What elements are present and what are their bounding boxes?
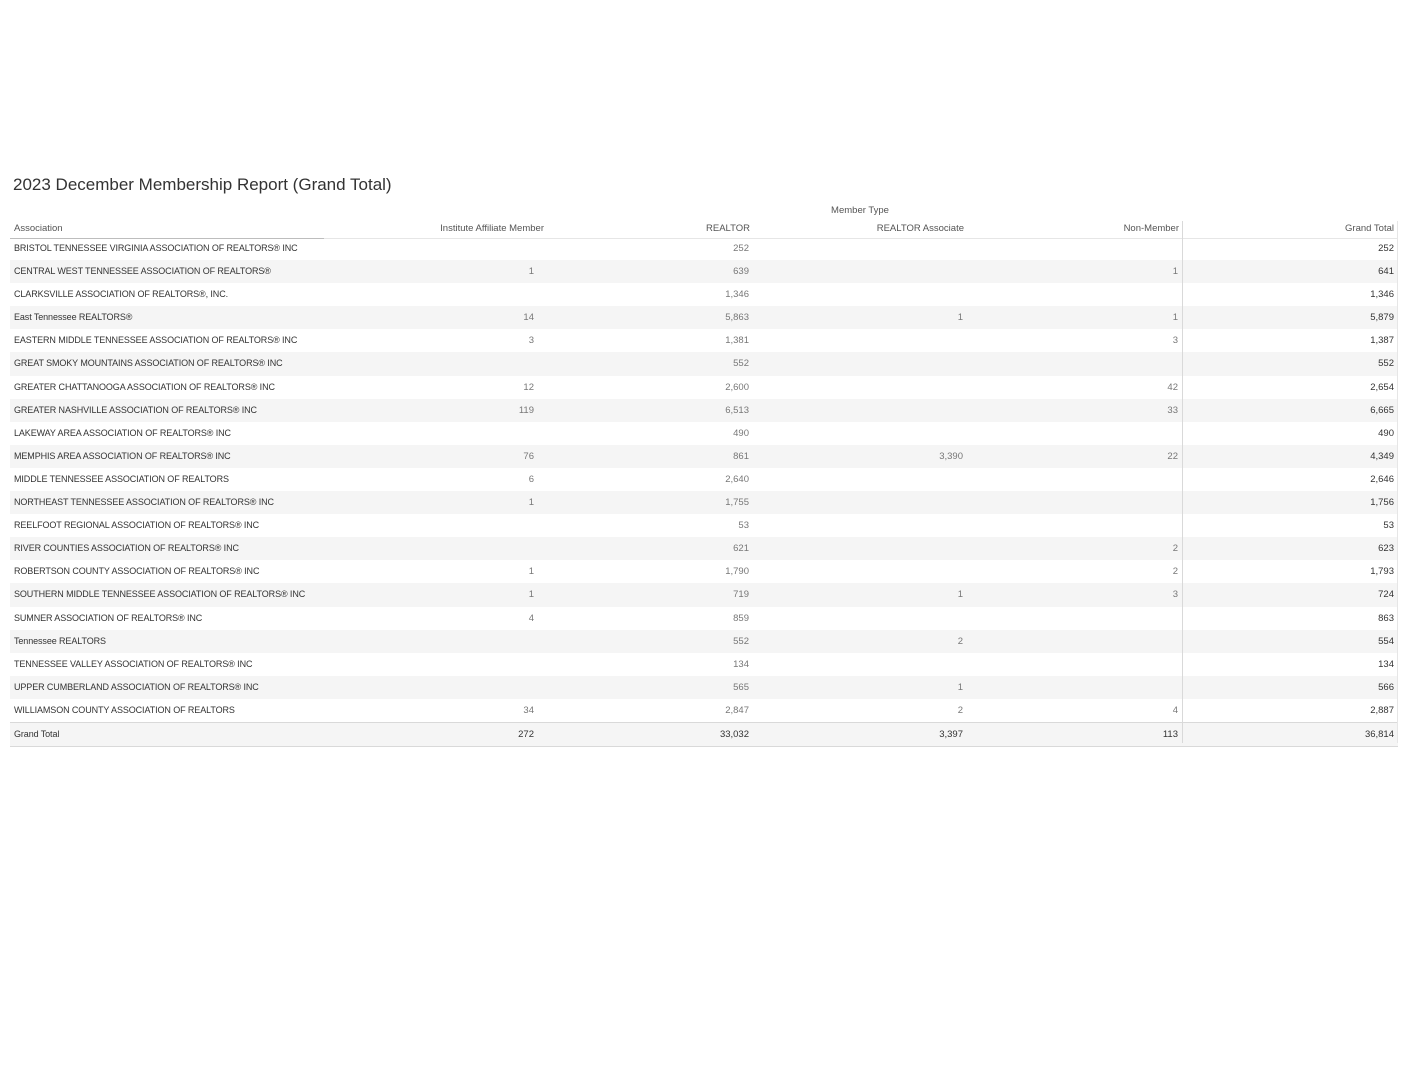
realtor-value: 6,513 (725, 404, 749, 416)
association-name: CLARKSVILLE ASSOCIATION OF REALTORS®, INC. (14, 289, 228, 300)
association-name: SUMNER ASSOCIATION OF REALTORS® INC (14, 612, 203, 623)
member-type-group-header (0, 205, 1408, 219)
association-name: GREATER NASHVILLE ASSOCIATION OF REALTORS® INC (14, 404, 257, 415)
non-member-value: 2 (1172, 566, 1178, 578)
association-name: TENNESSEE VALLEY ASSOCIATION OF REALTORS® INC (14, 658, 253, 669)
grand-total-value: 5,879 (1370, 312, 1394, 324)
non-member-value: 33 (1167, 404, 1178, 416)
table-row[interactable] (10, 283, 1398, 306)
table-rows (10, 237, 1398, 722)
table-row[interactable] (10, 514, 1398, 537)
grand-total-realtor-associate: 3,397 (939, 728, 963, 740)
association-name: REELFOOT REGIONAL ASSOCIATION OF REALTORS® INC (14, 520, 260, 531)
table-row[interactable] (10, 630, 1398, 653)
association-name: GREATER CHATTANOOGA ASSOCIATION OF REALTORS® INC (14, 381, 275, 392)
realtor-associate-value: 2 (957, 635, 963, 647)
non-member-value: 4 (1172, 704, 1178, 716)
association-name: MEMPHIS AREA ASSOCIATION OF REALTORS® INC (14, 450, 231, 461)
realtor-value: 252 (733, 243, 749, 254)
grand-total-value: 552 (1378, 358, 1394, 370)
realtor-value: 134 (733, 658, 749, 670)
table-row[interactable] (10, 445, 1398, 468)
table-row[interactable] (10, 607, 1398, 630)
realtor-associate-value: 1 (957, 312, 963, 324)
association-name: CENTRAL WEST TENNESSEE ASSOCIATION OF REALTORS® (14, 266, 271, 277)
grand-total-value: 554 (1378, 635, 1394, 647)
association-name: EASTERN MIDDLE TENNESSEE ASSOCIATION OF REALTORS® INC (14, 335, 298, 346)
association-name: RIVER COUNTIES ASSOCIATION OF REALTORS® INC (14, 543, 239, 554)
table-row[interactable] (10, 306, 1398, 329)
member-type-label: Member Type (831, 205, 889, 216)
grand-total-value: 566 (1378, 681, 1394, 693)
realtor-associate-value: 1 (957, 681, 963, 693)
grand-total-label: Grand Total (14, 728, 60, 739)
realtor-value: 53 (738, 520, 749, 532)
realtor-value: 719 (733, 589, 749, 601)
non-member-value: 1 (1172, 266, 1178, 278)
report-title: 2023 December Membership Report (Grand Total) (13, 175, 392, 194)
table-row[interactable] (10, 491, 1398, 514)
realtor-value: 639 (733, 266, 749, 278)
institute-affiliate-value: 12 (523, 381, 534, 393)
grand-total-value: 134 (1378, 658, 1394, 670)
association-name: LAKEWAY AREA ASSOCIATION OF REALTORS® INC (14, 427, 231, 438)
column-header-institute-affiliate[interactable]: Institute Affiliate Member (440, 223, 544, 234)
association-name: GREAT SMOKY MOUNTAINS ASSOCIATION OF REALTORS® INC (14, 358, 283, 369)
realtor-value: 552 (733, 635, 749, 647)
realtor-value: 861 (733, 450, 749, 462)
association-name: UPPER CUMBERLAND ASSOCIATION OF REALTORS® INC (14, 681, 259, 692)
realtor-value: 565 (733, 681, 749, 693)
grand-total-value: 2,887 (1370, 704, 1394, 716)
realtor-value: 552 (733, 358, 749, 370)
institute-affiliate-value: 76 (523, 450, 534, 462)
table-right-border (1397, 221, 1398, 743)
realtor-value: 5,863 (725, 312, 749, 324)
realtor-associate-value: 1 (957, 589, 963, 601)
grand-total-realtor: 33,032 (719, 728, 749, 740)
grand-total-column-divider (1182, 221, 1183, 743)
grand-total-value: 623 (1378, 543, 1394, 555)
grand-total-value: 724 (1378, 589, 1394, 601)
association-name: BRISTOL TENNESSEE VIRGINIA ASSOCIATION OF REALTORS® INC (14, 243, 298, 253)
realtor-value: 1,381 (725, 335, 749, 347)
realtor-value: 2,847 (725, 704, 749, 716)
realtor-value: 2,640 (725, 473, 749, 485)
grand-total-total: 36,814 (1364, 728, 1394, 740)
grand-total-value: 490 (1378, 427, 1394, 439)
table-row[interactable] (10, 329, 1398, 352)
institute-affiliate-value: 34 (523, 704, 534, 716)
association-name: MIDDLE TENNESSEE ASSOCIATION OF REALTORS (14, 473, 229, 484)
grand-total-value: 1,756 (1370, 497, 1394, 509)
column-header-non-member[interactable]: Non-Member (1123, 223, 1179, 234)
grand-total-value: 53 (1383, 520, 1394, 532)
realtor-value: 1,790 (725, 566, 749, 578)
institute-affiliate-value: 119 (518, 404, 534, 416)
institute-affiliate-value: 3 (528, 335, 534, 347)
table-row[interactable] (10, 699, 1398, 722)
institute-affiliate-value: 1 (528, 497, 534, 509)
non-member-value: 3 (1172, 335, 1178, 347)
grand-total-value: 6,665 (1370, 404, 1394, 416)
grand-total-value: 1,346 (1370, 289, 1394, 301)
realtor-associate-value: 3,390 (939, 450, 963, 462)
grand-total-non-member: 113 (1162, 728, 1178, 740)
grand-total-value: 252 (1378, 243, 1394, 254)
column-header-realtor[interactable]: REALTOR (706, 223, 750, 234)
grand-total-value: 2,654 (1370, 381, 1394, 393)
table-row[interactable] (10, 399, 1398, 422)
realtor-value: 1,346 (725, 289, 749, 301)
institute-affiliate-value: 1 (528, 266, 534, 278)
table-row[interactable] (10, 376, 1398, 399)
realtor-value: 490 (733, 427, 749, 439)
non-member-value: 22 (1167, 450, 1178, 462)
institute-affiliate-value: 1 (528, 566, 534, 578)
realtor-value: 621 (733, 543, 749, 555)
non-member-value: 1 (1172, 312, 1178, 324)
table-row[interactable] (10, 237, 1398, 260)
non-member-value: 42 (1167, 381, 1178, 393)
institute-affiliate-value: 14 (523, 312, 534, 324)
non-member-value: 3 (1172, 589, 1178, 601)
table-row[interactable] (10, 537, 1398, 560)
table-row[interactable] (10, 583, 1398, 606)
membership-table (10, 237, 1398, 747)
grand-total-institute-affiliate: 272 (518, 728, 534, 740)
grand-total-value: 2,646 (1370, 473, 1394, 485)
association-name: NORTHEAST TENNESSEE ASSOCIATION OF REALTORS® INC (14, 497, 274, 508)
realtor-value: 859 (733, 612, 749, 624)
non-member-value: 2 (1172, 543, 1178, 555)
realtor-associate-value: 2 (957, 704, 963, 716)
table-row[interactable] (10, 560, 1398, 583)
realtor-value: 2,600 (725, 381, 749, 393)
table-row[interactable] (10, 422, 1398, 445)
column-header-grand-total[interactable]: Grand Total (1345, 223, 1394, 234)
grand-total-value: 4,349 (1370, 450, 1394, 462)
column-header-association[interactable]: Association (14, 223, 63, 234)
association-name: WILLIAMSON COUNTY ASSOCIATION OF REALTORS (14, 704, 235, 715)
grand-total-value: 863 (1378, 612, 1394, 624)
grand-total-value: 641 (1378, 266, 1394, 278)
realtor-value: 1,755 (725, 497, 749, 509)
association-name: East Tennessee REALTORS® (14, 312, 133, 323)
grand-total-row[interactable] (10, 722, 1398, 747)
association-name: ROBERTSON COUNTY ASSOCIATION OF REALTORS® INC (14, 566, 260, 577)
table-row[interactable] (10, 352, 1398, 375)
column-header-realtor-associate[interactable]: REALTOR Associate (876, 223, 964, 234)
grand-total-value: 1,793 (1370, 566, 1394, 578)
institute-affiliate-value: 6 (528, 473, 534, 485)
table-row[interactable] (10, 653, 1398, 676)
table-row[interactable] (10, 468, 1398, 491)
association-name: SOUTHERN MIDDLE TENNESSEE ASSOCIATION OF REALTORS® INC (14, 589, 306, 600)
institute-affiliate-value: 4 (528, 612, 534, 624)
grand-total-value: 1,387 (1370, 335, 1394, 347)
table-row[interactable] (10, 260, 1398, 283)
association-name: Tennessee REALTORS (14, 635, 106, 646)
table-row[interactable] (10, 676, 1398, 699)
institute-affiliate-value: 1 (528, 589, 534, 601)
